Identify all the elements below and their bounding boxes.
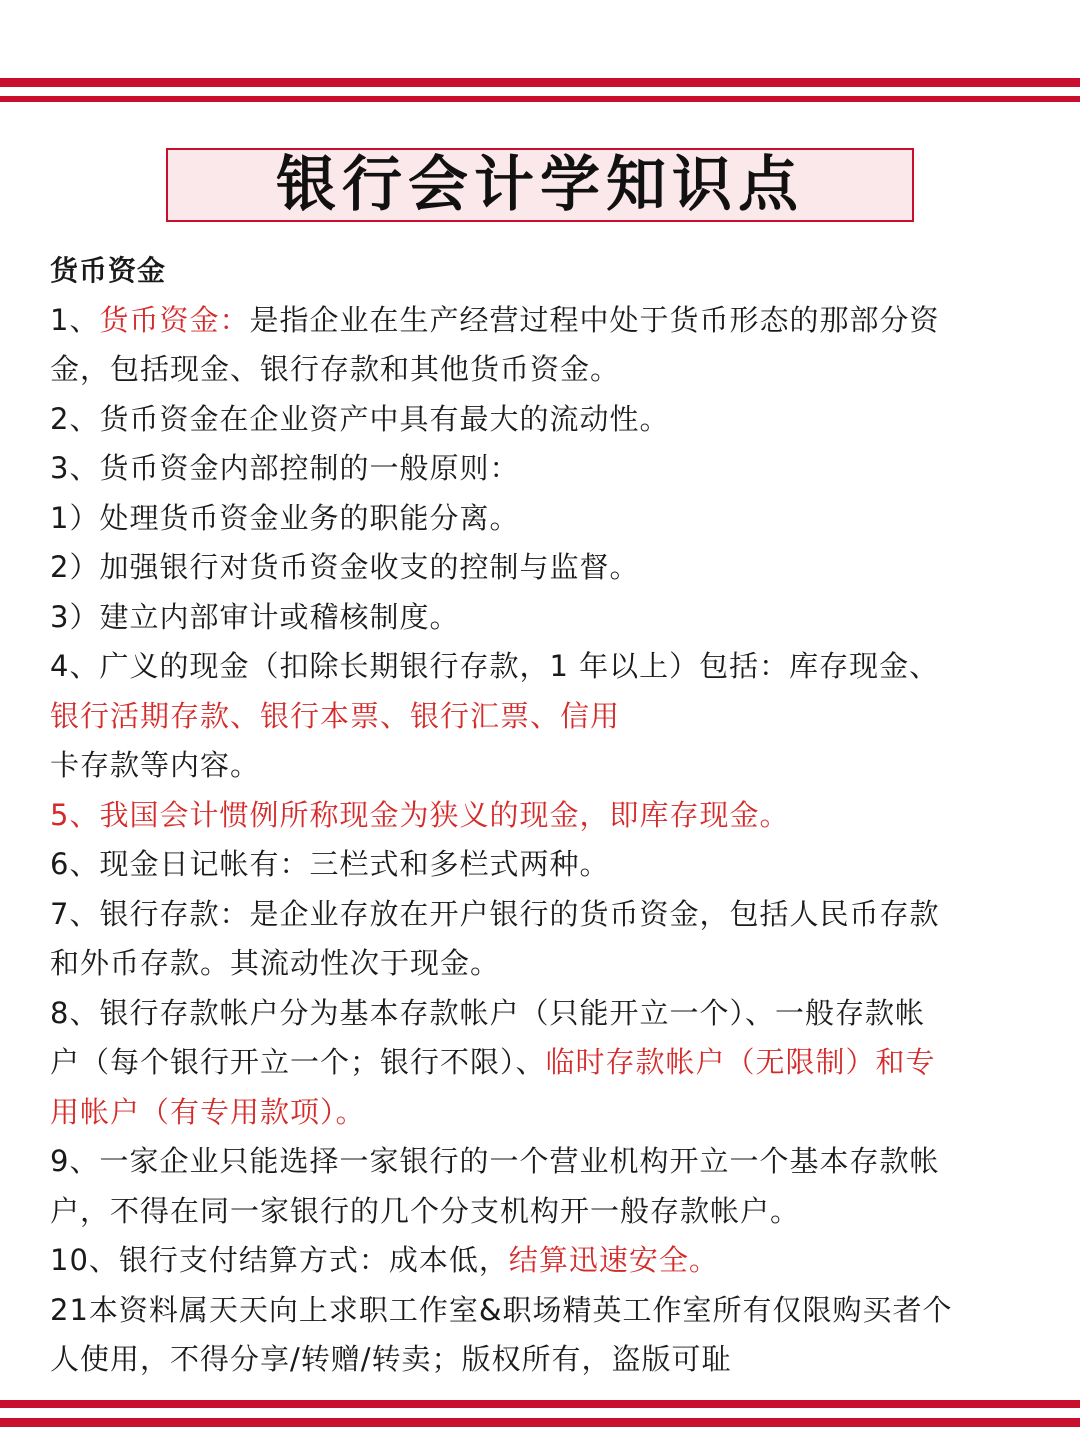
item-1-number: 1、 bbox=[50, 302, 100, 337]
top-border-thin bbox=[0, 96, 1080, 102]
item-7-line-2: 和外币存款。其流动性次于现金。 bbox=[50, 946, 501, 980]
item-3-sub-2: 2）加强银行对货币资金收支的控制与监督。 bbox=[50, 550, 640, 584]
item-3-sub-3: 3）建立内部审计或稽核制度。 bbox=[50, 599, 460, 634]
page-title: 银行会计学知识点 bbox=[276, 150, 804, 220]
item-10 bbox=[50, 1236, 1035, 1286]
item-1-definition: 是指企业在生产经营过程中处于货币形态的那部分资 bbox=[249, 302, 940, 337]
item-4-line-2: 银行活期存款、银行本票、银行汇票、信用 bbox=[50, 698, 621, 733]
item-8-line-2 bbox=[50, 1038, 1035, 1088]
item-7-line-1: 7、银行存款：是企业存放在开户银行的货币资金，包括人民币存款 bbox=[50, 896, 940, 931]
item-8-temporary-account: 临时存款帐户（无限制）和专 bbox=[545, 1045, 936, 1079]
bottom-border-thin bbox=[0, 1400, 1080, 1408]
notes-body bbox=[50, 246, 1035, 1385]
top-border-thick bbox=[0, 78, 1080, 87]
item-2: 2、货币资金在企业资产中具有最大的流动性。 bbox=[50, 401, 670, 436]
item-4-line-3: 卡存款等内容。 bbox=[50, 748, 261, 782]
item-1-term: 货币资金： bbox=[99, 302, 250, 337]
item-3-sub-1: 1）处理货币资金业务的职能分离。 bbox=[50, 500, 520, 535]
item-8-general-account: 户（每个银行开立一个；银行不限）、 bbox=[50, 1045, 546, 1079]
item-1-line-1 bbox=[50, 296, 1035, 346]
item-5: 5、我国会计惯例所称现金为狭义的现金，即库存现金。 bbox=[50, 797, 790, 832]
item-1-line-2: 金，包括现金、银行存款和其他货币资金。 bbox=[50, 352, 621, 386]
item-8-line-1: 8、银行存款帐户分为基本存款帐户（只能开立一个）、一般存款帐 bbox=[50, 995, 925, 1030]
item-10-text: 10、银行支付结算方式：成本低， bbox=[50, 1243, 509, 1277]
bottom-border-thick bbox=[0, 1418, 1080, 1427]
item-10-highlight: 结算迅速安全。 bbox=[508, 1243, 719, 1277]
section-heading: 货币资金 bbox=[50, 254, 167, 287]
copyright-line-2: 人使用，不得分享/转赠/转卖；版权所有，盗版可耻 bbox=[50, 1342, 732, 1376]
item-4-line-1: 4、广义的现金（扣除长期银行存款，1 年以上）包括：库存现金、 bbox=[50, 649, 940, 683]
item-3: 3、货币资金内部控制的一般原则： bbox=[50, 451, 520, 485]
item-8-line-3: 用帐户（有专用款项）。 bbox=[50, 1094, 366, 1129]
item-9-line-2: 户，不得在同一家银行的几个分支机构开一般存款帐户。 bbox=[50, 1193, 801, 1228]
copyright-line-1: 21本资料属天天向上求职工作室&职场精英工作室所有仅限购买者个 bbox=[50, 1292, 953, 1327]
item-6: 6、现金日记帐有：三栏式和多栏式两种。 bbox=[50, 847, 610, 881]
title-box bbox=[166, 148, 914, 222]
item-9-line-1: 9、一家企业只能选择一家银行的一个营业机构开立一个基本存款帐 bbox=[50, 1144, 940, 1178]
